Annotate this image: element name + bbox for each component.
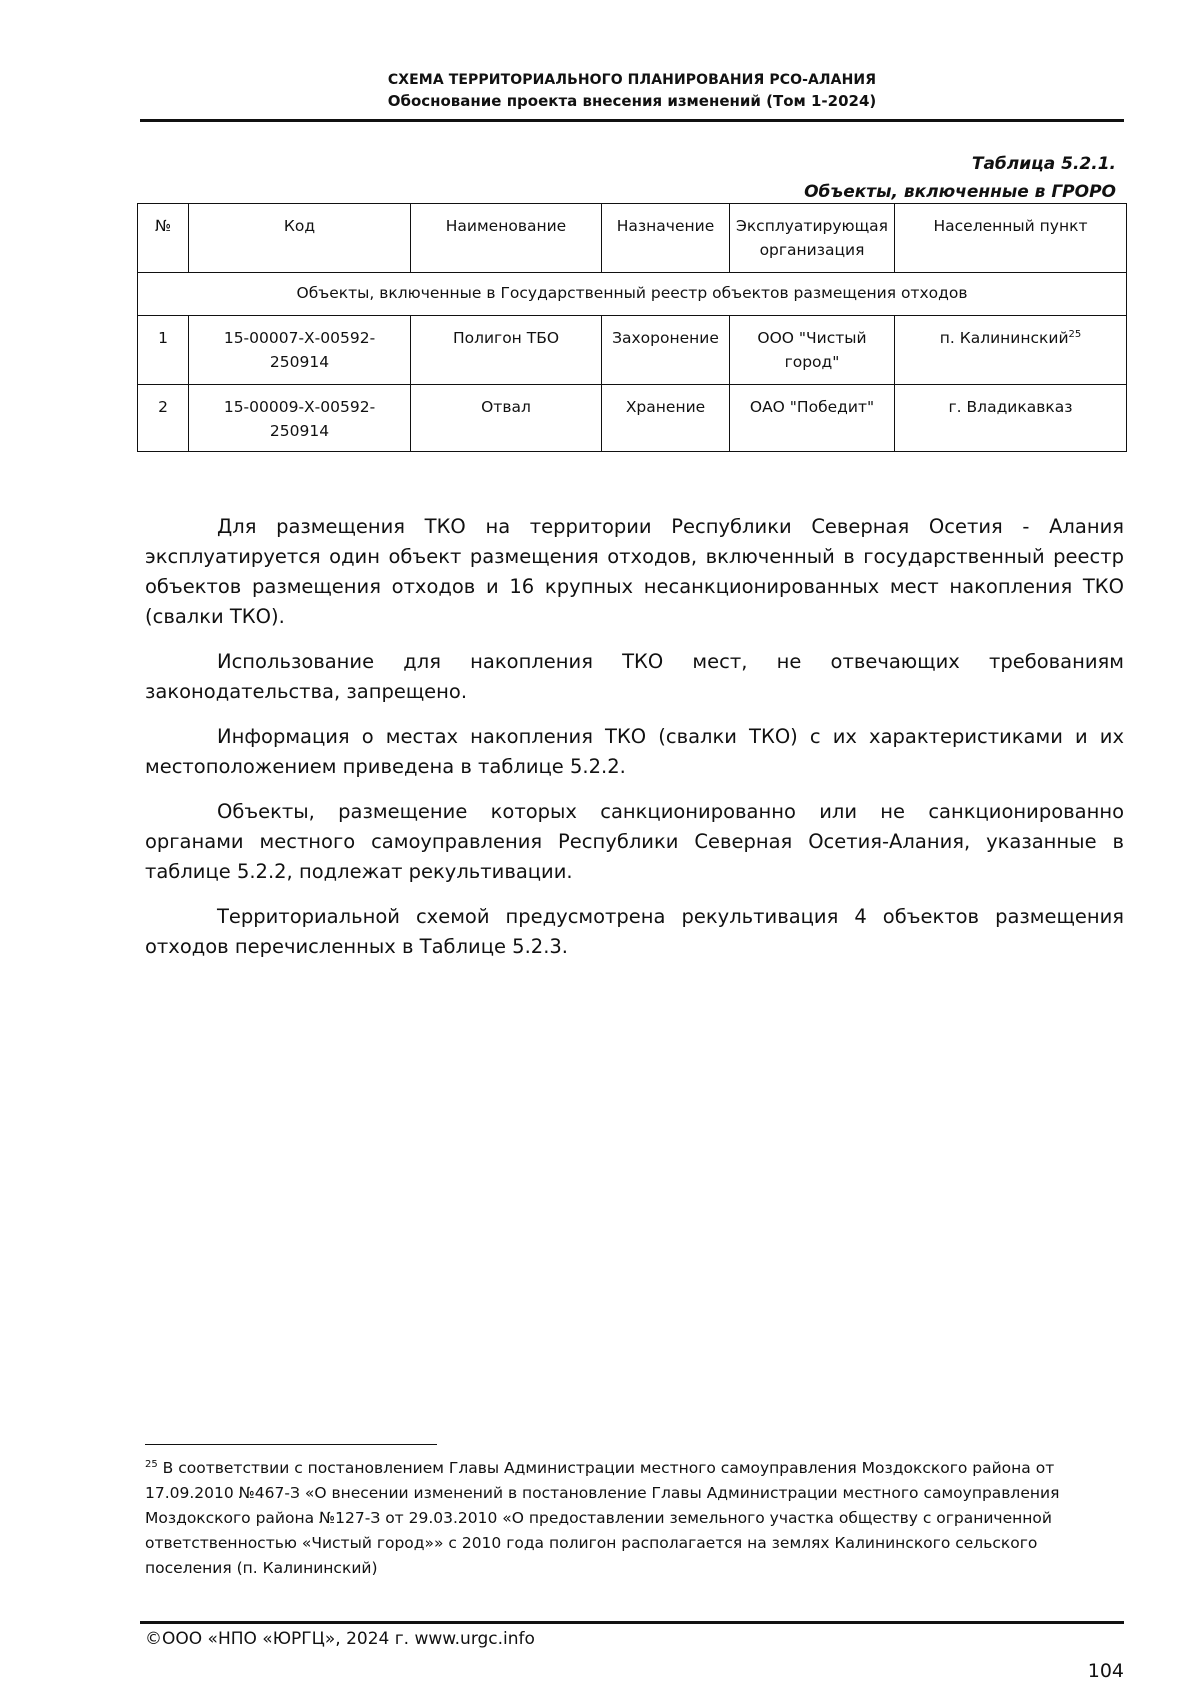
table-caption-number: Таблица 5.2.1. <box>971 154 1116 174</box>
cell-name: Полигон ТБО <box>411 316 602 385</box>
cell-operator: ОАО "Победит" <box>730 385 895 452</box>
header-subtitle: Обоснование проекта внесения изменений (Том 1-2024) <box>387 92 877 110</box>
paragraph: Территориальной схемой предусмотрена рекультивация 4 объектов размещения отходов перечисленных в Таблице 5.2.3. <box>145 905 1124 958</box>
table-header-row <box>138 204 1127 273</box>
cell-purpose: Захоронение <box>602 316 730 385</box>
header-rule <box>140 119 1124 122</box>
table-caption-title: Объекты, включенные в ГРОРО <box>804 182 1116 202</box>
column-header-code: Код <box>189 204 411 273</box>
footnote-reference[interactable]: 25 <box>1068 328 1082 340</box>
footer-copyright: ©ООО «НПО «ЮРГЦ», 2024 г. www.urgc.info <box>145 1629 535 1649</box>
cell-number: 2 <box>138 385 189 452</box>
body-text <box>145 512 1124 977</box>
footnote-text: В соответствии с постановлением Главы Администрации местного самоуправления Моздокского района от 17.09.2010 №467-З «О внесении изменений в постановление Главы Администрации местного самоуправления Моздокского района №127-З от 29.03.2010 «О предоставлении земельного участка обществу с ограниченной ответственностью «Чистый город»» с 2010 года полигон располагается на землях Калининского сельского поселения (п. Калининский) <box>145 1459 1060 1577</box>
cell-code: 15-00007-Х-00592-250914 <box>189 316 411 385</box>
footnote-separator <box>145 1444 437 1445</box>
footnote <box>145 1456 1125 1581</box>
footer-rule <box>140 1621 1124 1624</box>
footnote-number: 25 <box>145 1458 158 1470</box>
cell-operator: ООО "Чистый город" <box>730 316 895 385</box>
page-number: 104 <box>1087 1660 1124 1682</box>
paragraph: Использование для накопления ТКО мест, не отвечающих требованиям законодательства, запрещено. <box>145 650 1124 703</box>
paragraph: Информация о местах накопления ТКО (свалки ТКО) с их характеристиками и их местоположением приведена в таблице 5.2.2. <box>145 725 1124 778</box>
page-header <box>140 70 1124 112</box>
table-caption <box>140 150 1116 206</box>
cell-locality: г. Владикавказ <box>895 385 1127 452</box>
paragraph: Для размещения ТКО на территории Республики Северная Осетия - Алания эксплуатируется один объект размещения отходов, включенный в государственный реестр объектов размещения отходов и 16 крупных несанкционированных мест накопления ТКО (свалки ТКО). <box>145 515 1124 628</box>
group-row-label: Объекты, включенные в Государственный реестр объектов размещения отходов <box>138 273 1127 316</box>
column-header-operator: Эксплуатирующая организация <box>730 204 895 273</box>
column-header-purpose: Назначение <box>602 204 730 273</box>
table-group-row <box>138 273 1127 316</box>
column-header-name: Наименование <box>411 204 602 273</box>
objects-table <box>137 203 1127 452</box>
paragraph: Объекты, размещение которых санкционированно или не санкционированно органами местного самоуправления Республики Северная Осетия-Алания, указанные в таблице 5.2.2, подлежат рекультивации. <box>145 800 1124 883</box>
column-header-locality: Населенный пункт <box>895 204 1127 273</box>
cell-locality <box>895 316 1127 385</box>
table-row <box>138 385 1127 452</box>
cell-number: 1 <box>138 316 189 385</box>
locality-text: п. Калининский <box>939 329 1069 347</box>
column-header-number: № <box>138 204 189 273</box>
cell-purpose: Хранение <box>602 385 730 452</box>
table-row <box>138 316 1127 385</box>
cell-code: 15-00009-Х-00592-250914 <box>189 385 411 452</box>
cell-name: Отвал <box>411 385 602 452</box>
header-title: СХЕМА ТЕРРИТОРИАЛЬНОГО ПЛАНИРОВАНИЯ РСО-АЛАНИЯ <box>387 72 877 88</box>
